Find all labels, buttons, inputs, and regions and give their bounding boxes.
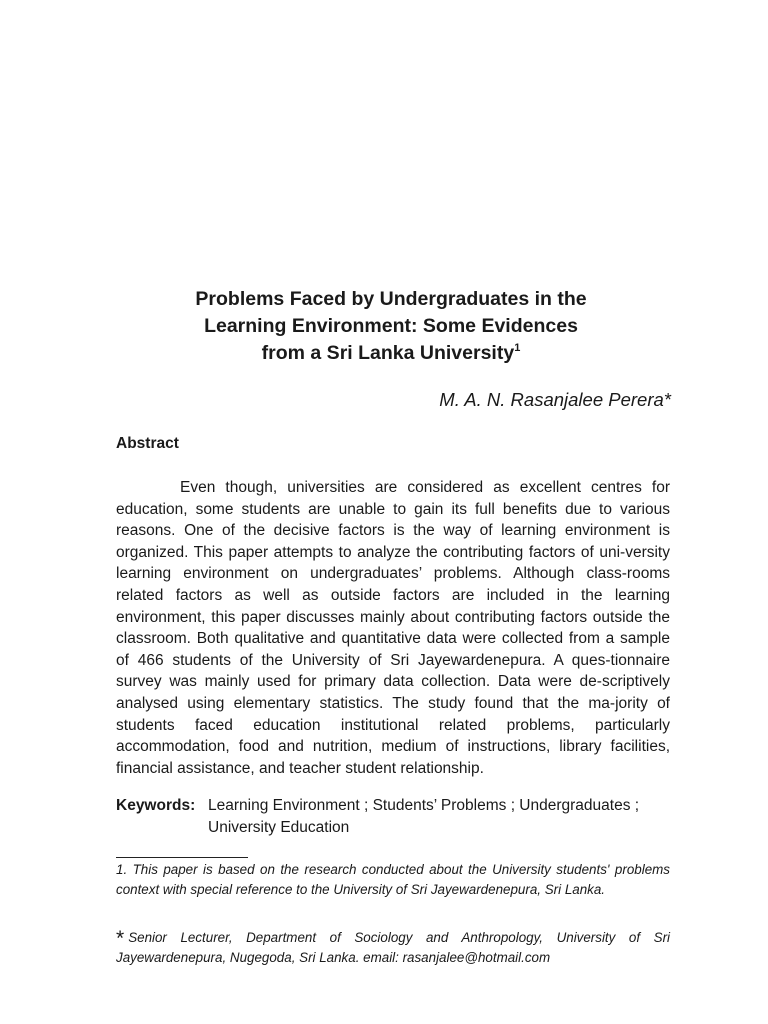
abstract-line: financial assistance, and teacher student relationship. — [116, 759, 484, 777]
keywords-list — [208, 795, 676, 839]
keywords-section — [116, 795, 676, 839]
abstract-line: Even though, universities are considered as excellent centres for — [180, 479, 670, 496]
paper-title — [110, 286, 672, 367]
footnote-1-line-3: Lanka. — [564, 881, 606, 897]
abstract-line: reasons. One of the decisive factors is the way of learning environment is — [116, 522, 670, 540]
abstract-line: sample of 466 students of the University of Sri Jayewardenepura. A ques- — [116, 630, 670, 669]
abstract-line: tionnaire survey was mainly used for primary data collection. Data were de- — [116, 651, 670, 691]
abstract-line: scriptively analysed using elementary statistics. The study found that the ma- — [116, 673, 670, 712]
abstract-line: accommodation, food and nutrition, medium of instructions, library facilities, — [116, 738, 670, 756]
footnote-2-line-2: Jayewardenepura, Nugegoda, Sri Lanka. email: rasanjalee@hotmail.com — [116, 949, 551, 965]
keywords-line-1: Learning Environment ; Students’ Problems ; Undergraduates ; — [208, 797, 640, 814]
footnote-1-line-2: problems context with special reference to the University of Sri Jayewardenepura, Sri — [116, 862, 670, 897]
abstract-body — [116, 477, 670, 779]
title-line-3: from a Sri Lanka University — [261, 342, 515, 364]
footnote-2-mark: * — [116, 927, 125, 950]
abstract-line: environment, this paper discusses mainly about contributing factors outside — [116, 608, 643, 626]
abstract-line: versity learning environment on undergraduates’ problems. Although class- — [116, 543, 670, 583]
abstract-line: organized. This paper attempts to analyze the contributing factors of uni- — [116, 543, 626, 561]
keywords-line-2: University Education — [208, 819, 350, 836]
footnote-2-line-1: Senior Lecturer, Department of Sociology and Anthropology, University of Sri — [128, 930, 670, 945]
title-footnote-mark: 1 — [514, 342, 521, 354]
footnote-2 — [116, 928, 670, 967]
abstract-line: the classroom. Both qualitative and quantitative data were collected from a — [116, 608, 670, 648]
abstract-heading: Abstract — [116, 435, 179, 452]
footnote-1-line-1: 1. This paper is based on the research conducted about the University students' — [116, 862, 610, 877]
title-line-2: Learning Environment: Some Evidences — [204, 315, 578, 337]
abstract-line: jority of students faced education institutional related problems, particularly — [116, 694, 670, 734]
title-line-1: Problems Faced by Undergraduates in the — [195, 288, 587, 310]
footnote-divider — [116, 857, 248, 858]
author-name: M. A. N. Rasanjalee Perera* — [439, 389, 671, 410]
abstract-line: rooms related factors as well as outside factors are included in the learning — [116, 565, 670, 604]
abstract-line: education, some students are unable to gain its full benefits due to various — [116, 500, 670, 518]
footnote-1 — [116, 860, 670, 899]
keywords-label: Keywords: — [116, 797, 196, 814]
